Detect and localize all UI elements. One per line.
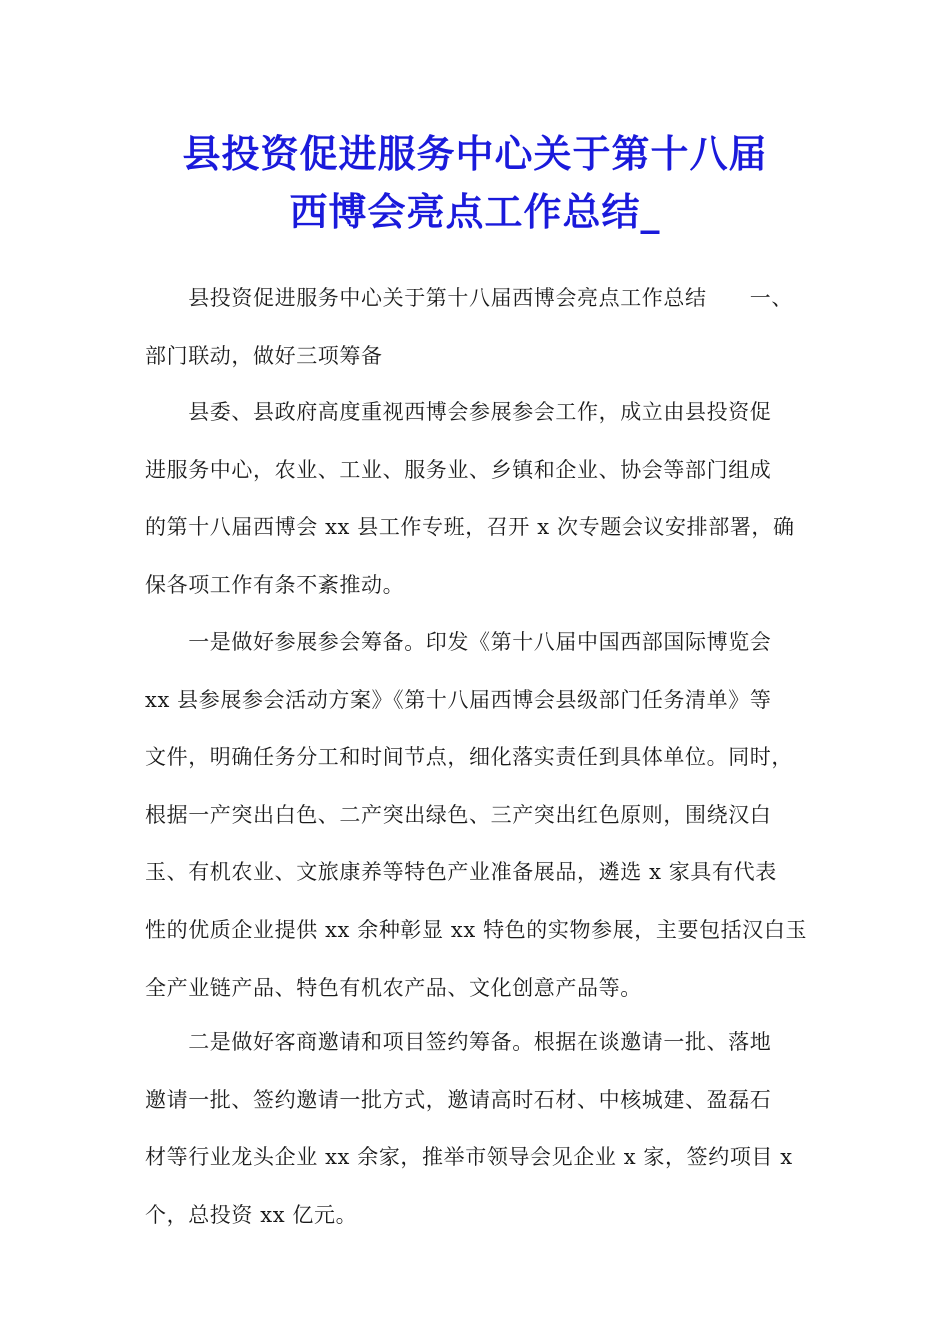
paragraph-4-line-4: 个，总投资 xx 亿元。 [145,1202,358,1227]
paragraph-2-line-2: 进服务中心，农业、工业、服务业、乡镇和企业、协会等部门组成 [145,457,772,482]
paragraph-3-line-7: 全产业链产品、特色有机农产品、文化创意产品等。 [145,975,642,1000]
paragraph-3-line-2: xx 县参展参会活动方案》《第十八届西博会县级部门任务清单》等 [145,687,772,712]
paragraph-4-line-1: 二是做好客商邀请和项目签约筹备。根据在谈邀请一批、落地 [145,1030,772,1054]
paragraph-3-line-3: 文件，明确任务分工和时间节点，细化落实责任到具体单位。同时， [145,745,793,770]
document-title-line-1: 县投资促进服务中心关于第十八届 [182,132,768,176]
paragraph-1-line-2: 部门联动，做好三项筹备 [145,343,383,368]
paragraph-2-line-4: 保各项工作有条不紊推动。 [145,572,405,597]
paragraph-4-line-3: 材等行业龙头企业 xx 余家，推举市领导会见企业 x 家，签约项目 x [145,1145,793,1170]
paragraph-3-line-4: 根据一产突出白色、二产突出绿色、三产突出红色原则，围绕汉白 [145,802,772,827]
paragraph-1-line-1: 县投资促进服务中心关于第十八届西博会亮点工作总结 一、 [145,286,793,310]
paragraph-3-line-1: 一是做好参展参会筹备。印发《第十八届中国西部国际博览会 [145,630,772,654]
paragraph-4-line-2: 邀请一批、签约邀请一批方式，邀请高时石材、中核城建、盈磊石 [145,1087,772,1112]
document-title-line-2: 西博会亮点工作总结_ [289,190,661,234]
paragraph-2-line-3: 的第十八届西博会 xx 县工作专班，召开 x 次专题会议安排部署，确 [145,515,795,540]
paragraph-3-line-6: 性的优质企业提供 xx 余种彰显 xx 特色的实物参展，主要包括汉白玉 [145,918,808,942]
paragraph-3-line-5: 玉、有机农业、文旅康养等特色产业准备展品，遴选 x 家具有代表 [145,860,777,885]
paragraph-2-line-1: 县委、县政府高度重视西博会参展参会工作，成立由县投资促 [145,400,772,424]
